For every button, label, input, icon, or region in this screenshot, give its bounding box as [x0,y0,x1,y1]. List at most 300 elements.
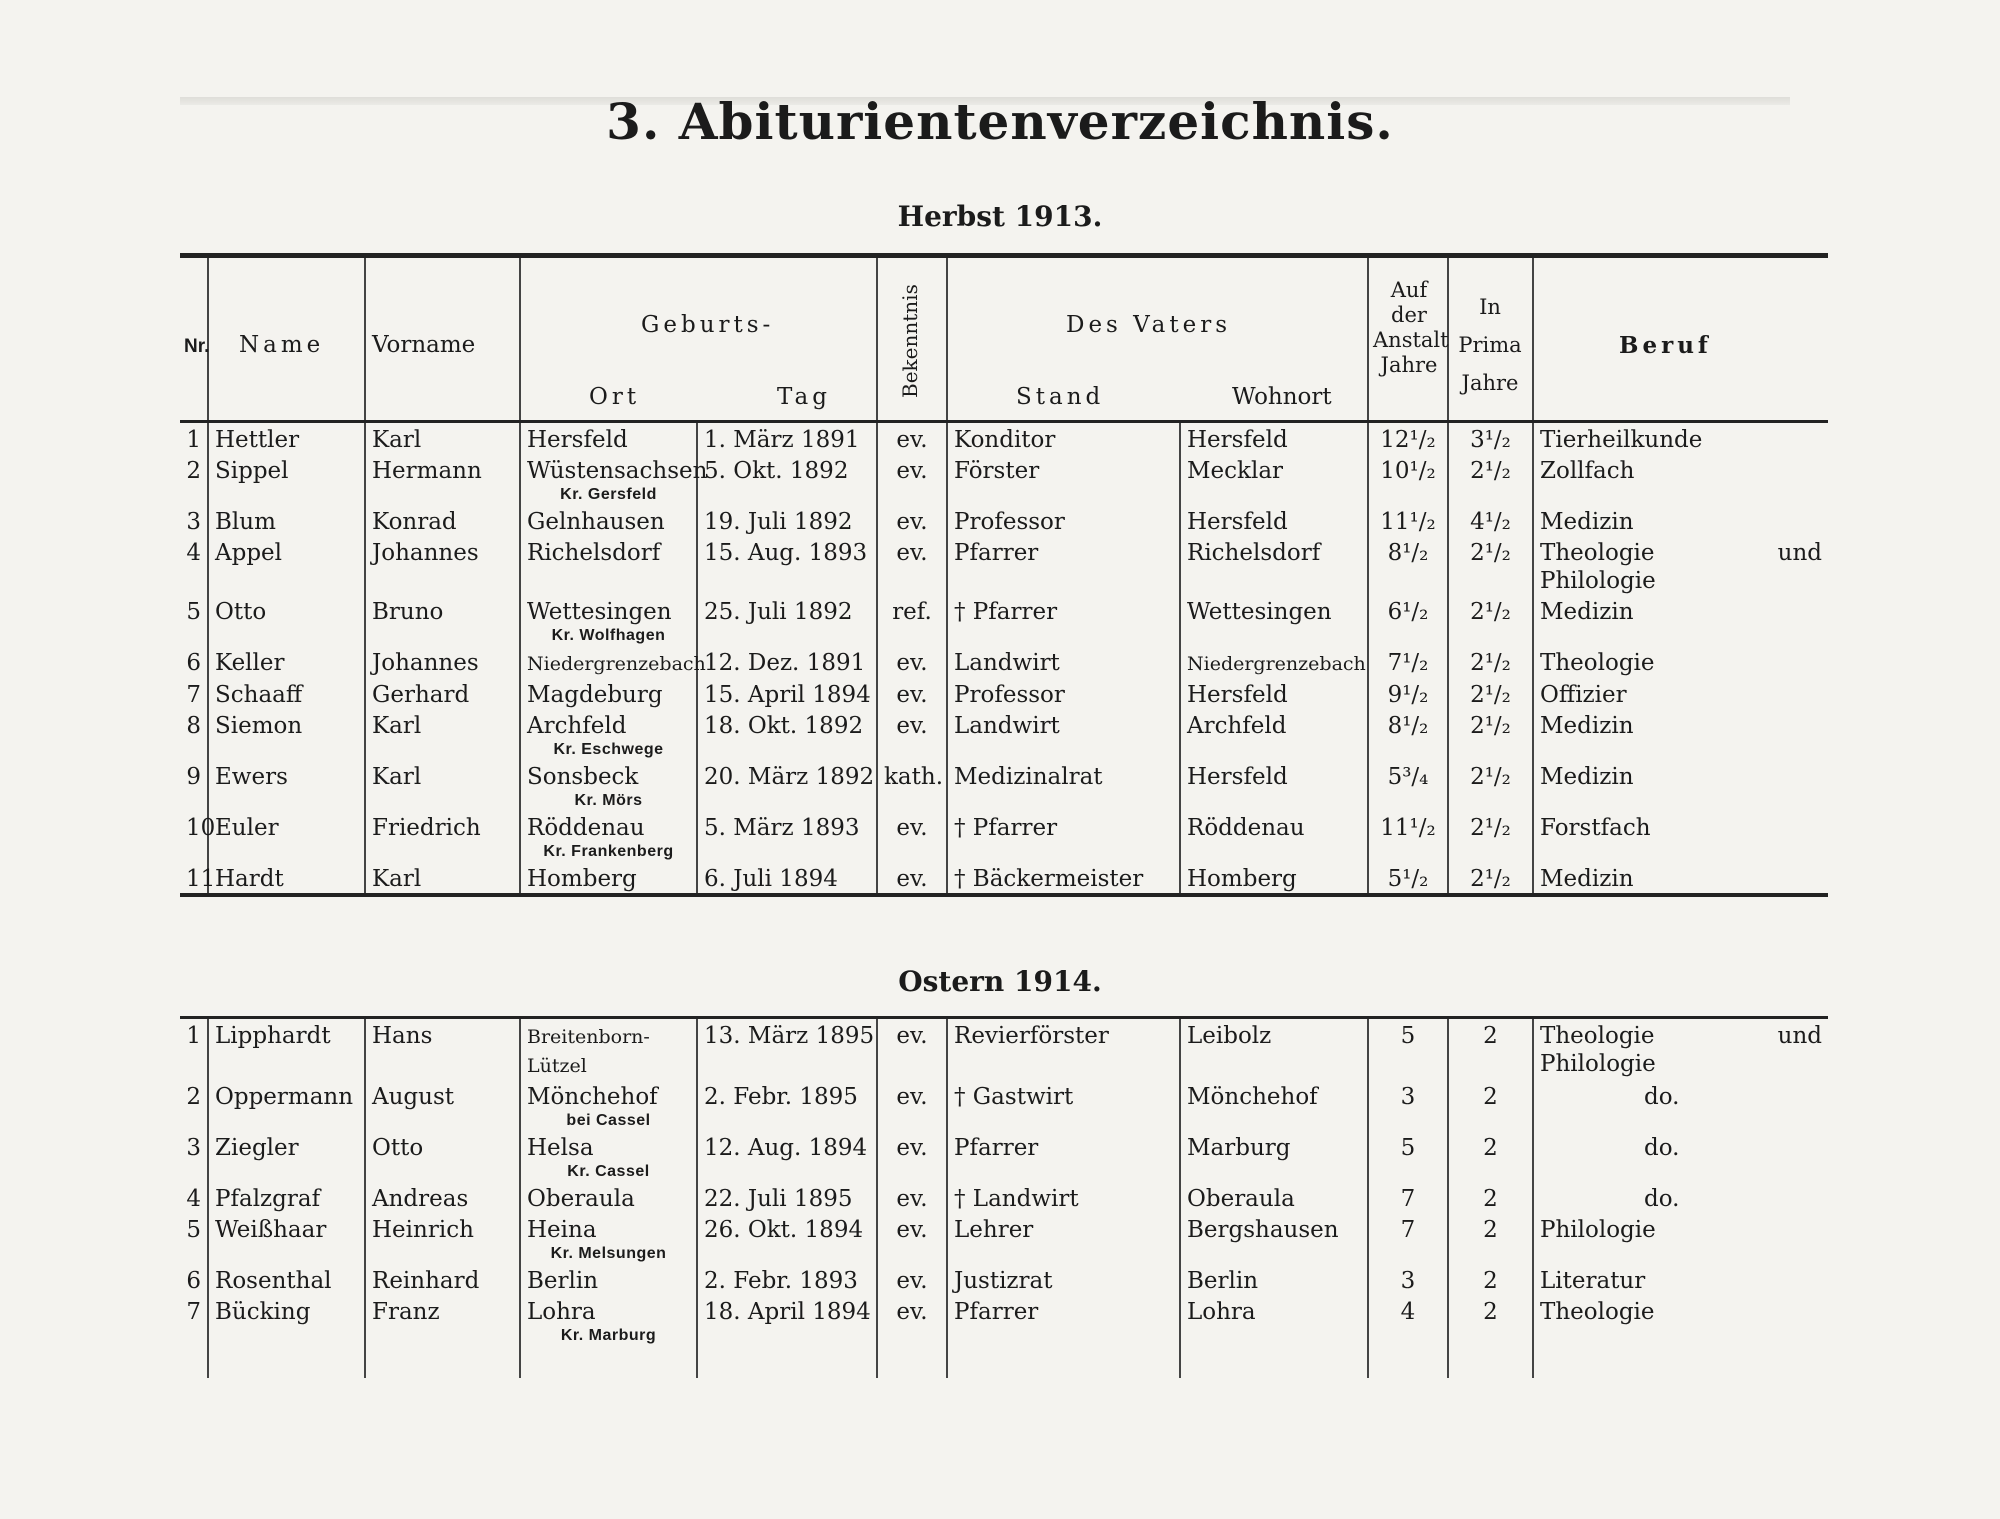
row-vorname-text: Gerhard [372,682,470,708]
row-anstalt [1368,1131,1448,1182]
row-vorname [365,646,520,678]
row-ort [520,1018,697,1081]
row-bekenntnis [877,595,947,646]
row-wohnort [1180,646,1368,678]
row-wohnort-text: Hersfeld [1187,509,1288,535]
row-nr [180,1018,208,1081]
row-tag [697,709,877,760]
row-name [208,454,365,505]
row-anstalt-text: 11¹/₂ [1380,509,1436,535]
row-tag-text: 1. März 1891 [704,427,860,453]
row-wohnort [1180,760,1368,811]
row-vorname [365,422,520,455]
row-tag-text: 20. März 1892 [704,764,875,790]
row-anstalt [1368,678,1448,709]
row-stand-text: Förster [954,458,1040,484]
row-name [208,1213,365,1264]
row-name [208,1080,365,1131]
row-tag-text: 18. April 1894 [704,1299,871,1325]
row-nr-text: 1 [186,427,201,453]
row-beruf [1533,678,1828,709]
row-vorname-text: Karl [372,427,422,453]
row-vorname-text: Heinrich [372,1217,474,1243]
row-vorname [365,811,520,862]
row-ort-kreis: Kr. Wolfhagen [551,627,666,644]
row-nr-text: 4 [186,540,201,566]
row-prima-text: 2 [1483,1217,1498,1243]
table-ostern [180,1016,1828,1378]
header-tag-label: Tag [777,384,831,410]
row-prima-text: 2¹/₂ [1470,599,1511,625]
row-nr [180,1213,208,1264]
row-ort [520,1295,697,1346]
row-prima [1448,1264,1533,1295]
row-bekenntnis [877,536,947,595]
row-nr [180,1295,208,1346]
row-anstalt [1368,862,1448,895]
row-anstalt-text: 7¹/₂ [1387,650,1429,676]
row-wohnort-text: Niedergrenzebach [1187,653,1366,675]
row-tag-text: 18. Okt. 1892 [704,713,864,739]
filler-cell [208,1346,365,1378]
row-anstalt [1368,1295,1448,1346]
row-tag [697,422,877,455]
row-tag [697,1018,877,1081]
row-stand-text: Professor [954,682,1065,708]
row-bekenntnis-text: ev. [896,1084,928,1110]
row-anstalt-text: 11¹/₂ [1380,815,1436,841]
row-prima-text: 3¹/₂ [1470,427,1511,453]
row-nr-text: 5 [186,599,201,625]
row-beruf [1533,536,1828,595]
row-vorname [365,678,520,709]
row-name [208,646,365,678]
row-bekenntnis [877,1018,947,1081]
row-nr [180,678,208,709]
row-prima [1448,595,1533,646]
row-anstalt-text: 5³/₄ [1387,764,1429,790]
row-stand [947,862,1180,895]
row-name-text: Weißhaar [215,1217,327,1243]
row-stand [947,646,1180,678]
table-header-row [180,256,1828,422]
row-stand [947,1131,1180,1182]
row-bekenntnis-text: ev. [896,458,928,484]
row-tag-text: 25. Juli 1892 [704,599,853,625]
row-ort-kreis: Kr. Eschwege [553,741,664,758]
row-wohnort [1180,454,1368,505]
row-anstalt-text: 5 [1400,1135,1416,1161]
row-stand [947,505,1180,536]
row-tag [697,811,877,862]
row-beruf [1533,505,1828,536]
row-bekenntnis-text: ev. [896,815,928,841]
row-wohnort-text: Homberg [1187,866,1297,892]
row-anstalt [1368,1264,1448,1295]
row-stand [947,709,1180,760]
row-vorname-text: Konrad [372,509,457,535]
row-beruf-text: Literatur [1540,1268,1646,1294]
row-ort [520,536,697,595]
row-beruf [1533,1213,1828,1264]
table-row [180,760,1828,811]
row-stand [947,1182,1180,1213]
row-nr [180,422,208,455]
row-wohnort-text: Bergshausen [1187,1217,1339,1243]
header-bekenntnis [877,256,947,422]
row-prima-text: 4¹/₂ [1470,509,1511,535]
row-stand [947,454,1180,505]
row-vorname-text: Johannes [372,650,479,676]
row-beruf [1533,760,1828,811]
header-des-vaters-label: Des Vaters [1066,312,1232,338]
table-herbst [180,253,1828,897]
row-stand-text: Pfarrer [954,1299,1039,1325]
section-heading-herbst: Herbst 1913. [897,200,1103,233]
row-tag [697,536,877,595]
row-tag-text: 6. Juli 1894 [704,866,838,892]
row-ort-text: Lohra [527,1299,596,1325]
row-anstalt [1368,505,1448,536]
row-vorname [365,1295,520,1346]
row-stand [947,1018,1180,1081]
row-beruf-text: Medizin [1540,509,1634,535]
row-bekenntnis [877,1131,947,1182]
row-tag [697,1264,877,1295]
row-vorname-text: Franz [372,1299,440,1325]
row-nr-text: 7 [186,682,201,708]
row-beruf [1533,862,1828,895]
row-anstalt [1368,811,1448,862]
row-ort [520,709,697,760]
filler-cell [520,1346,697,1378]
page-title: 3. Abiturientenverzeichnis. [606,92,1394,151]
row-nr-text: 5 [186,1217,201,1243]
row-beruf-text: Medizin [1540,599,1634,625]
row-tag-text: 22. Juli 1895 [704,1186,853,1212]
row-anstalt [1368,709,1448,760]
header-beruf [1533,256,1828,422]
row-stand-text: † Bäckermeister [954,866,1144,892]
row-ort [520,862,697,895]
row-beruf-text: Medizin [1540,713,1634,739]
table-row [180,1213,1828,1264]
row-vorname-text: Otto [372,1135,424,1161]
row-bekenntnis [877,505,947,536]
table-row [180,505,1828,536]
filler-cell [697,1346,877,1378]
row-name [208,1018,365,1081]
row-vorname [365,595,520,646]
row-anstalt [1368,760,1448,811]
row-tag [697,646,877,678]
row-wohnort [1180,1213,1368,1264]
row-ort-text: Oberaula [527,1186,635,1212]
row-ort-text: Röddenau [527,815,645,841]
row-tag [697,760,877,811]
row-name [208,709,365,760]
row-stand [947,1295,1180,1346]
table-row [180,454,1828,505]
row-prima-text: 2¹/₂ [1470,650,1511,676]
row-wohnort [1180,678,1368,709]
row-stand [947,595,1180,646]
row-tag-text: 5. Okt. 1892 [704,458,849,484]
row-wohnort [1180,422,1368,455]
row-vorname [365,1131,520,1182]
row-stand-text: Medizinalrat [954,764,1103,790]
filler-cell [1180,1346,1368,1378]
row-ort-text: Sonsbeck [527,764,639,790]
row-prima [1448,536,1533,595]
row-vorname-text: Andreas [372,1186,469,1212]
row-stand-text: Konditor [954,427,1056,453]
row-prima [1448,678,1533,709]
row-ort-text: Helsa [527,1135,594,1161]
row-tag [697,1131,877,1182]
row-tag [697,1295,877,1346]
row-nr [180,536,208,595]
row-stand-text: † Pfarrer [954,815,1058,841]
row-tag [697,1080,877,1131]
filler-cell [1448,1346,1533,1378]
row-name [208,862,365,895]
row-beruf-text: Theologie und Philologie [1540,540,1822,594]
row-anstalt [1368,1080,1448,1131]
row-prima [1448,709,1533,760]
header-prima [1448,256,1533,422]
row-beruf-text: Medizin [1540,764,1634,790]
row-beruf-text: Zollfach [1540,458,1635,484]
row-tag-text: 5. März 1893 [704,815,860,841]
row-wohnort [1180,811,1368,862]
row-stand-text: Revierförster [954,1023,1109,1049]
row-anstalt [1368,454,1448,505]
row-beruf-text: do. [1644,1186,1680,1212]
row-tag-text: 15. April 1894 [704,682,871,708]
header-vorname-label: Vorname [372,332,476,358]
row-wohnort [1180,709,1368,760]
row-tag [697,454,877,505]
row-ort-text: Richelsdorf [527,540,661,566]
table-row [180,1131,1828,1182]
row-anstalt-text: 12¹/₂ [1380,427,1436,453]
row-bekenntnis [877,1080,947,1131]
row-anstalt [1368,1182,1448,1213]
row-stand-text: Pfarrer [954,540,1039,566]
row-stand [947,422,1180,455]
row-bekenntnis [877,454,947,505]
row-beruf [1533,646,1828,678]
row-anstalt [1368,422,1448,455]
row-bekenntnis [877,646,947,678]
row-ort-text: Heina [527,1217,597,1243]
row-bekenntnis [877,709,947,760]
row-ort-kreis: bei Cassel [566,1112,651,1129]
row-stand-text: Landwirt [954,713,1060,739]
row-wohnort [1180,1131,1368,1182]
row-stand [947,1264,1180,1295]
row-tag [697,505,877,536]
row-prima [1448,422,1533,455]
table-row [180,1295,1828,1346]
header-anstalt [1368,256,1448,422]
row-name-text: Lipphardt [215,1023,331,1049]
table-herbst-wrapper [180,253,1828,897]
row-vorname-text: Karl [372,866,422,892]
row-vorname [365,454,520,505]
filler-cell [1533,1346,1828,1378]
row-wohnort-text: Leibolz [1187,1023,1272,1049]
row-beruf [1533,1295,1828,1346]
row-anstalt-text: 9¹/₂ [1387,682,1429,708]
row-nr-text: 3 [186,509,201,535]
row-vorname [365,1213,520,1264]
row-vorname [365,536,520,595]
row-wohnort [1180,505,1368,536]
table-row [180,811,1828,862]
row-bekenntnis [877,811,947,862]
row-name-text: Appel [215,540,283,566]
row-ort-kreis: Kr. Marburg [560,1327,657,1344]
row-tag [697,595,877,646]
row-bekenntnis [877,1264,947,1295]
row-prima [1448,1131,1533,1182]
row-anstalt-text: 7 [1400,1217,1416,1243]
row-bekenntnis [877,422,947,455]
row-wohnort-text: Oberaula [1187,1186,1295,1212]
row-anstalt [1368,646,1448,678]
row-beruf [1533,1182,1828,1213]
row-tag-text: 26. Okt. 1894 [704,1217,864,1243]
row-beruf-text: do. [1644,1084,1680,1110]
row-nr [180,709,208,760]
row-anstalt-text: 8¹/₂ [1387,540,1429,566]
row-wohnort-text: Lohra [1187,1299,1256,1325]
row-stand [947,811,1180,862]
row-anstalt-text: 3 [1400,1084,1416,1110]
row-wohnort [1180,595,1368,646]
row-wohnort [1180,1182,1368,1213]
row-ort-kreis: Kr. Frankenberg [543,843,674,860]
header-geburts [520,256,877,422]
row-ort [520,595,697,646]
row-ort-text: Berlin [527,1268,599,1294]
row-wohnort-text: Richelsdorf [1187,540,1321,566]
row-prima-text: 2 [1483,1084,1498,1110]
row-ort [520,760,697,811]
row-name-text: Hettler [215,427,300,453]
row-tag [697,1213,877,1264]
row-prima-text: 2¹/₂ [1470,682,1511,708]
row-name [208,678,365,709]
row-ort [520,1182,697,1213]
row-nr [180,1182,208,1213]
header-nr-label: Nr. [184,336,210,357]
row-tag-text: 2. Febr. 1893 [704,1268,858,1294]
table-row [180,709,1828,760]
row-tag-text: 19. Juli 1892 [704,509,853,535]
row-ort-text: Mönchehof [527,1084,658,1110]
header-ort-label: Ort [589,384,641,410]
filler-cell [877,1346,947,1378]
row-stand [947,760,1180,811]
row-stand-text: † Pfarrer [954,599,1058,625]
row-stand-text: Pfarrer [954,1135,1039,1161]
row-bekenntnis-text: ev. [896,1186,928,1212]
row-beruf [1533,595,1828,646]
row-ort [520,1080,697,1131]
row-name-text: Pfalzgraf [215,1186,321,1212]
row-name-text: Blum [215,509,276,535]
row-vorname [365,709,520,760]
row-name-text: Oppermann [215,1084,354,1110]
row-ort-text: Hersfeld [527,427,628,453]
row-tag-text: 15. Aug. 1893 [704,540,868,566]
header-bekenntnis-label: Bekenntnis [898,284,922,398]
row-wohnort-text: Archfeld [1187,713,1287,739]
row-ort-text: Magdeburg [527,682,663,708]
row-prima-text: 2¹/₂ [1470,713,1511,739]
row-nr-text: 6 [186,650,201,676]
row-beruf-text: Philologie [1540,1217,1656,1243]
row-name-text: Hardt [215,866,284,892]
row-anstalt-text: 8¹/₂ [1387,713,1429,739]
row-nr [180,1264,208,1295]
table-row [180,1018,1828,1081]
header-vorname [365,256,520,422]
header-beruf-label: Beruf [1619,332,1712,359]
row-name [208,811,365,862]
table-row [180,536,1828,595]
row-tag [697,1182,877,1213]
row-stand [947,678,1180,709]
row-wohnort-text: Berlin [1187,1268,1259,1294]
row-name [208,422,365,455]
row-prima-text: 2 [1483,1268,1498,1294]
row-prima [1448,1295,1533,1346]
row-name [208,1131,365,1182]
row-bekenntnis-text: ev. [896,1299,928,1325]
row-beruf [1533,709,1828,760]
row-nr [180,1080,208,1131]
row-tag-text: 12. Dez. 1891 [704,650,866,676]
row-bekenntnis [877,1182,947,1213]
row-bekenntnis-text: ev. [896,1135,928,1161]
row-vorname [365,862,520,895]
row-prima-text: 2¹/₂ [1470,764,1511,790]
table-herbst-body [180,422,1828,896]
row-wohnort [1180,1264,1368,1295]
row-beruf-text: Forstfach [1540,815,1651,841]
row-prima-text: 2¹/₂ [1470,458,1511,484]
row-beruf-text: Medizin [1540,866,1634,892]
row-beruf [1533,1080,1828,1131]
row-nr [180,505,208,536]
row-beruf [1533,454,1828,505]
row-wohnort-text: Marburg [1187,1135,1291,1161]
row-beruf [1533,1018,1828,1081]
filler-cell [180,1346,208,1378]
row-anstalt-text: 4 [1400,1299,1416,1325]
row-name [208,1264,365,1295]
row-name-text: Siemon [215,713,303,739]
row-anstalt-text: 10¹/₂ [1380,458,1436,484]
row-stand-text: † Gastwirt [954,1084,1074,1110]
row-prima-text: 2¹/₂ [1470,866,1511,892]
row-name [208,595,365,646]
row-name [208,536,365,595]
